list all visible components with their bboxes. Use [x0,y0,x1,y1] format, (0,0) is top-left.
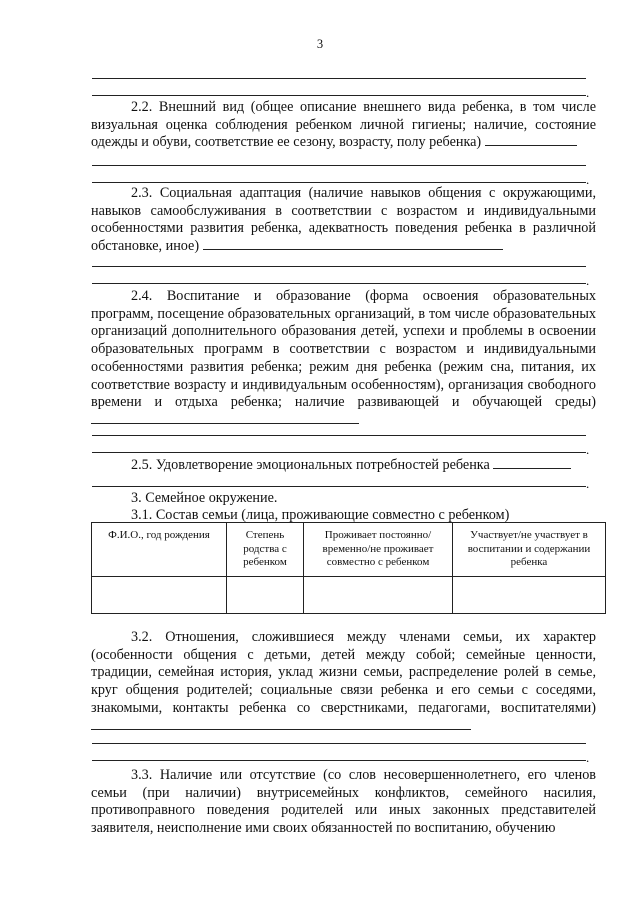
column-header-participation: Участвует/не участвует в воспитании и содержании ребенка [453,523,606,577]
section-3-3 [91,767,596,838]
fill-line[interactable] [485,144,577,146]
section-3-2 [91,629,596,735]
table-cell[interactable] [453,576,606,613]
family-composition-table [91,522,606,614]
fill-line[interactable] [92,266,586,267]
fill-line[interactable] [91,422,359,424]
table-row [92,576,606,613]
section-2-5-text: 2.5. Удовлетворение эмоциональных потребностей ребенка [131,457,490,473]
line-end-period: . [586,172,590,187]
section-3-3-text: 3.3. Наличие или отсутствие (со слов несовершеннолетнего, его членов семьи (при наличии) внутрисемейных конфликтов, семейного насилия, противоправного поведения родителей или иных законных представителей заявителя, неисполнение ими своих обязанностей по воспитанию, обучению [91,767,596,837]
section-2-3-text: 2.3. Социальная адаптация (наличие навыков общения с окружающими, навыков самообслуживания в соответствии с возрастом и индивидуальными особенностями развития ребенка, адекватность поведения ребенка в различной обстановке, иное) [91,185,596,255]
fill-line[interactable] [92,486,586,487]
section-2-3 [91,185,596,256]
section-2-4-text: 2.4. Воспитание и образование (форма освоения образовательных программ, посещение образовательных организаций, в том числе образовательных организаций дополнительного образования детей, успехи и проблемы в освоении образовательных программ в соответствии с возрастом и индивидуальными особенностями развития ребенка; режим дня ребенка (режим сна, питания, их соответствие возрасту и индивидуальным особенностям), организация свободного времени и отдыха ребенка; наличие развивающей и обучающей среды) [91,288,596,411]
section-3-heading: 3. Семейное окружение. [131,490,278,506]
section-2-5 [91,457,596,475]
section-3-2-text: 3.2. Отношения, сложившиеся между членами семьи, их характер (особенности общения с детьми, детей между собой; семейные ценности, традиции, семейная история, уклад жизни семьи, распределение ролей в семье, круг общения родителей; социальные связи ребенка и его семьи с соседями, знакомыми, контакты ребенка со сверстниками, педагогами, воспитателями) [91,629,596,716]
section-3-1-heading: 3.1. Состав семьи (лица, проживающие совместно с ребенком) [131,507,510,523]
fill-line[interactable] [91,728,471,730]
line-end-period: . [586,750,590,765]
fill-line[interactable] [92,760,586,761]
section-2-2 [91,99,596,152]
line-end-period: . [586,476,590,491]
page-number: 3 [316,37,324,51]
fill-line[interactable] [92,78,586,79]
table-cell[interactable] [304,576,453,613]
fill-line[interactable] [92,95,586,96]
column-header-residence: Проживает постоянно/временно/не проживает совместно с ребенком [304,523,453,577]
section-2-4 [91,288,596,430]
line-end-period: . [586,442,590,457]
fill-line[interactable] [92,743,586,744]
column-header-name: Ф.И.О., год рождения [92,523,227,577]
fill-line[interactable] [92,182,586,183]
line-end-period: . [586,273,590,288]
line-end-period: . [586,85,590,100]
table-cell[interactable] [227,576,304,613]
fill-line[interactable] [92,165,586,166]
table-cell[interactable] [92,576,227,613]
fill-line[interactable] [493,467,571,469]
column-header-kinship: Степень родства с ребенком [227,523,304,577]
section-2-2-text: 2.2. Внешний вид (общее описание внешнего вида ребенка, в том числе визуальная оценка соблюдения ребенком личной гигиены; наличие, состояние одежды и обуви, соответствие ее сезону, возрасту, полу ребенка) [91,99,596,151]
fill-line[interactable] [92,435,586,436]
fill-line[interactable] [203,248,503,250]
fill-line[interactable] [92,283,586,284]
fill-line[interactable] [92,452,586,453]
table-header-row [92,523,606,577]
